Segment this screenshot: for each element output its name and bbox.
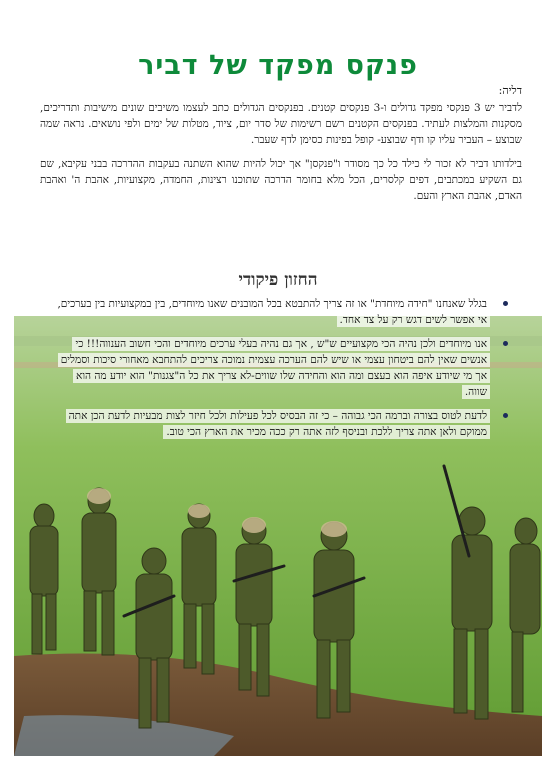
list-item: [48, 336, 508, 400]
list-item: [48, 408, 508, 440]
list-item: [48, 296, 508, 328]
vision-item-text: בגלל שאנחנו "חידה מיוחדת" או זה צריך להתבטא בכל המובנים שאנו מיוחדים, בין במקצועיות בין בערכים, אי אפשר לשים דגש רק על צד אחד.: [54, 297, 490, 327]
bullet-icon: [503, 413, 508, 418]
intro-paragraph: לדביר יש 3 פנקסי מפקד גדולים ו-3 פנקסים קטנים. בפנקסים הגדולים כתב לעצמו משיבים שונים מישיבות ותדריכים, מסקנות והמלצות לעתיד. בפנקסים הקטנים רשם רשימות של סדר יום, ציוד, מטלות של ימים ולפי נושאים. נראה שמה שבוצע – העביר עליו קו ודף שבוצע- קופל בפינות כסימן לדף שעבר.: [40, 102, 522, 146]
bullet-icon: [503, 341, 508, 346]
vision-item-text: לדעת לטוס בצורה וברמה הכי גבוהה – כי זה הבסיס לכל פעילות ולכל חיזר לצות מבעיות לדעת הכן אתה ממוקם ולאן אתה צריך ללכת ובניסף לזה אתה רק ככה מכיר את הארץ הכי טוב.: [66, 409, 490, 439]
addressee-line: דליה:: [498, 84, 522, 97]
page-title: פנקס מפקד של דביר: [138, 50, 418, 81]
bullet-icon: [503, 301, 508, 306]
vision-list: [48, 296, 508, 448]
vision-item-text: אנו מיוחדים ולכן נהיה הכי מקצועיים ש"ש , אך גם נהיה בעלי ערכים מיוחדים והכי חשוב הענווה!!! כי אנשים שאין להם ביטחון עצמי או שיש להם הערכה עצמית נמוכה צריכים להתחבא מאחורי סיכות וסמלים אך מי שיודע איפה הוא בעצם ומה הוא והחידה שלו שווים-לא צריך את כל ה"צגנות" הוא יודע מה הוא שווה.: [58, 337, 490, 399]
intro-paragraph: בילדותו דביר לא זכור לי כילד כל כך מסודר ו"פנקסן" אך יכול להיות שהוא השתנה בעקבות ההדרכה בבני עקיבא, שם גם השקיע במכתבים, דפים קלסרים, הכל מלא בחומר הדרכה שתוכנו רצינות, החמדה, מקצועיות, אהבת ה' ואהבת האדם, אהבת הארץ והעם.: [40, 158, 522, 202]
vision-heading: החזון פיקודי: [238, 270, 318, 290]
intro-text: [40, 100, 522, 212]
